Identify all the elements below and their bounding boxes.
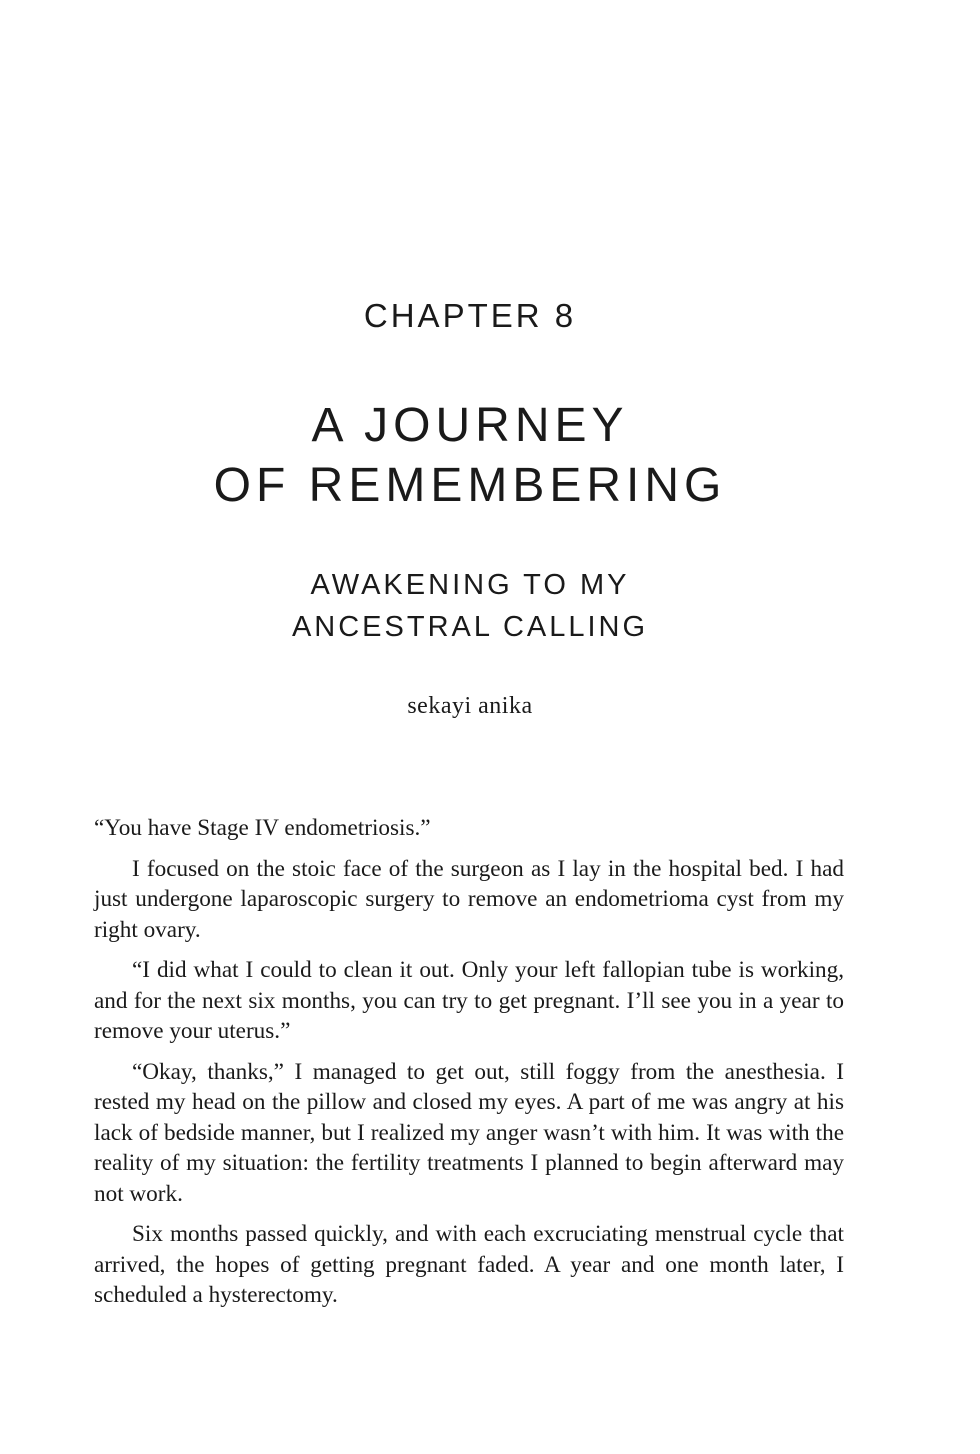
chapter-subtitle-line-1: AWAKENING TO MY bbox=[310, 569, 630, 601]
author-name: sekayi anika bbox=[407, 693, 533, 719]
chapter-number: CHAPTER 8 bbox=[363, 297, 577, 334]
chapter-subtitle bbox=[0, 564, 940, 648]
chapter-title bbox=[0, 396, 940, 516]
chapter-title-line-2: OF REMEMBERING bbox=[213, 459, 727, 512]
chapter-subtitle-line-2: ANCESTRAL CALLING bbox=[291, 611, 649, 643]
paragraph: “I did what I could to clean it out. Only your left fallopian tube is working, and for the next six months, you can try to get pregnant. I’ll see you in a year to remove your uterus.” bbox=[94, 957, 844, 1044]
chapter-title-line-1: A JOURNEY bbox=[311, 399, 629, 452]
paragraph: I focused on the stoic face of the surgeon as I lay in the hospital bed. I had just undergone laparoscopic surgery to remove an endometrioma cyst from my right ovary. bbox=[94, 855, 844, 943]
paragraph: “You have Stage IV endometriosis.” bbox=[94, 815, 431, 841]
body-text bbox=[94, 813, 844, 1311]
paragraph: Six months passed quickly, and with each excruciating menstrual cycle that arrived, the hopes of getting pregnant faded. A year and one month later, I scheduled a hysterectomy. bbox=[94, 1221, 844, 1308]
paragraph: “Okay, thanks,” I managed to get out, still foggy from the anesthesia. I rested my head on the pillow and closed my eyes. A part of me was angry at his lack of bedside manner, but I realized my anger wasn’t with him. It was with the reality of my situation: the fertility treatments I planned to begin afterward may not work. bbox=[94, 1058, 844, 1207]
